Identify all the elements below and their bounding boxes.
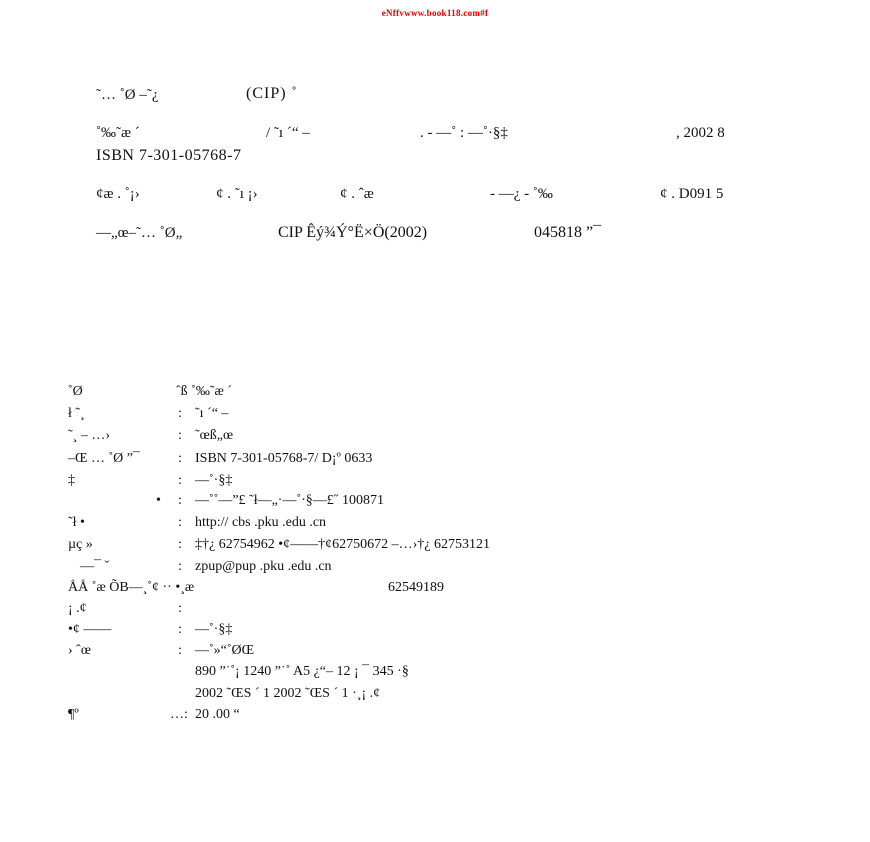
colophon-key: ˜¸ – …› xyxy=(68,428,110,443)
cip-line3-c: ¢ . ˆæ xyxy=(340,186,374,202)
colophon-colon: : xyxy=(178,473,182,488)
colophon-row-edition xyxy=(68,684,381,704)
colophon-colon: : xyxy=(178,601,182,616)
colophon-value: —˚·§‡ xyxy=(195,473,233,488)
cip-title-b: (CIP) ˚ xyxy=(246,85,298,102)
colophon-value: 20 .00 “ xyxy=(195,707,240,722)
colophon-row-distributor xyxy=(68,620,233,640)
colophon-key: • xyxy=(156,493,161,508)
colophon-key: ÅÅ ˚æ ÕB—¸˚¢ ·· •¸æ xyxy=(68,580,195,595)
colophon-colon: : xyxy=(178,493,182,508)
colophon-value: 890 ”˙˚¡ 1240 ”˙˚ A5 ¿“– 12 ¡ ¯ 345 ·§ xyxy=(195,664,409,679)
colophon-colon: : xyxy=(178,428,182,443)
colophon-row-author xyxy=(68,404,229,424)
colophon-colon: : xyxy=(178,451,182,466)
colophon-colon: : xyxy=(178,515,182,530)
colophon-value: —˚·§‡ xyxy=(195,622,233,637)
colophon-value[interactable]: http:// cbs .pku .edu .cn xyxy=(195,515,327,530)
colophon-key: ˜ł • xyxy=(68,515,85,530)
colophon-colon: : xyxy=(178,537,182,552)
cip-isbn: ISBN 7-301-05768-7 xyxy=(96,147,242,164)
cip-line4-b: CIP Êý¾Ý°Ë×Ö(2002) xyxy=(278,224,428,241)
cip-line3-a: ¢æ . ˚¡› xyxy=(96,186,140,202)
colophon-row-email xyxy=(68,557,332,577)
colophon-colon: …: xyxy=(170,707,188,722)
cip-line1-c: . - —˚ : —˚·§‡ xyxy=(420,125,508,141)
colophon-row-isbn xyxy=(68,449,373,469)
colophon-key: ł ˜¸ xyxy=(68,406,85,421)
cip-line1-d: , 2002 8 xyxy=(676,125,725,141)
colophon-row-website xyxy=(68,513,327,533)
cip-line3-d: - —¿ - ˚‰ xyxy=(490,186,553,202)
colophon-row-publisher xyxy=(68,471,233,491)
colophon-row-seller xyxy=(68,641,255,661)
colophon-row-price xyxy=(68,705,240,725)
colophon-row-phone xyxy=(68,535,490,555)
colophon-value: ˜ı ´“ – xyxy=(195,406,229,421)
cip-line4-c: 045818 ”¯ xyxy=(534,224,602,241)
colophon-key: •¢ —— xyxy=(68,622,112,637)
cip-title-a: ˜… ˚Ø –˜¿ xyxy=(96,87,159,103)
colophon-row-printer xyxy=(68,599,182,619)
colophon-key: › ˆœ xyxy=(68,643,91,658)
colophon-key: —¯ ˇ xyxy=(80,559,110,574)
colophon-value: ˆß ˚‰˜æ ´ xyxy=(176,384,232,399)
cip-line4-a: —„œ–˜… ˚Ø„ xyxy=(96,225,183,241)
colophon-value: —˚»“˚ØŒ xyxy=(195,643,255,658)
colophon-key: –Œ … ˚Ø ”¯ xyxy=(68,451,140,466)
watermark: eNffvwww.book118.com#f xyxy=(381,8,489,18)
colophon-colon: : xyxy=(178,406,182,421)
colophon-row-typesetter xyxy=(68,578,444,598)
cip-line3-b: ¢ . ˜ı ¡› xyxy=(216,186,258,202)
cip-line1-b: / ˜ı ´“ – xyxy=(266,125,310,141)
colophon-value[interactable]: zpup@pup .pku .edu .cn xyxy=(195,559,332,574)
colophon-key: µç » xyxy=(68,537,93,552)
colophon-row-format xyxy=(68,662,409,682)
colophon-key: ‡ xyxy=(68,473,75,488)
colophon-value: 2002 ˜ŒS ´ 1 2002 ˜ŒS ´ 1 ·¸¡ .¢ xyxy=(195,686,381,701)
colophon-key: ¡ .¢ xyxy=(68,601,87,616)
colophon-colon: : xyxy=(178,622,182,637)
colophon-key: ˚Ø xyxy=(68,384,83,399)
colophon-key: ¶º xyxy=(68,707,79,722)
colophon-colon: : xyxy=(178,643,182,658)
colophon-value: ˜œß„œ xyxy=(195,428,234,443)
cip-line1-a: ˚‰˜æ ´ xyxy=(96,125,140,141)
colophon-value: 62549189 xyxy=(388,580,444,595)
colophon-row-book-title xyxy=(68,382,232,402)
colophon-value: ISBN 7-301-05768-7/ D¡º 0633 xyxy=(195,451,373,466)
colophon-colon: : xyxy=(178,559,182,574)
colophon-row-editor xyxy=(68,426,234,446)
colophon-row-address xyxy=(68,491,384,511)
colophon-value: ‡†¿ 62754962 •¢——†¢62750672 –…›†¿ 62753121 xyxy=(195,537,490,552)
cip-line3-e: ¢ . D091 5 xyxy=(660,186,724,202)
colophon-value: —˚˚—”£ ˜ł—„·—˚·§—£˝ 100871 xyxy=(195,493,384,508)
